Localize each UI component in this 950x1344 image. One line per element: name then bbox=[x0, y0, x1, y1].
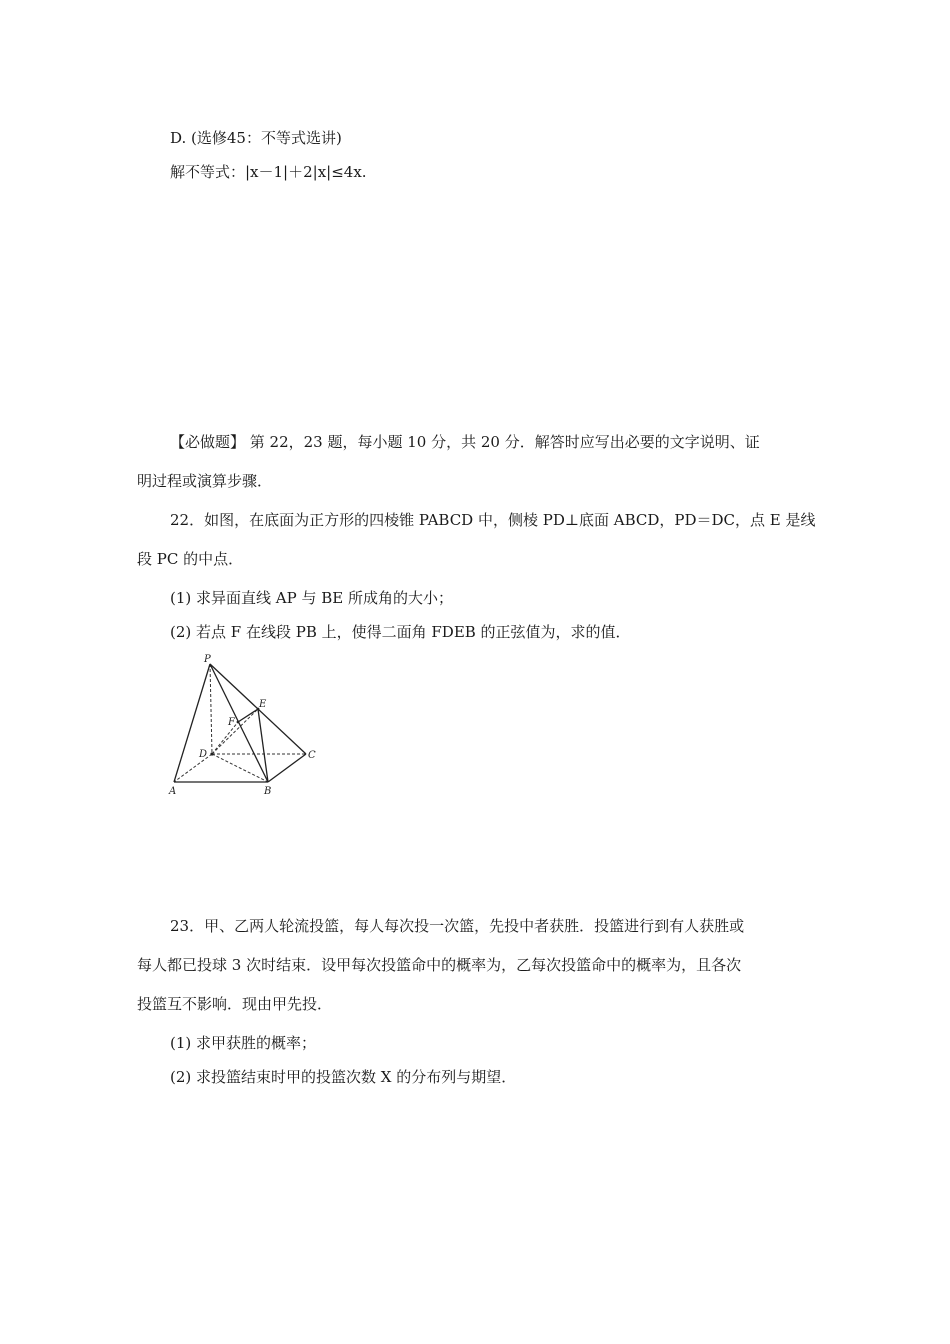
label-B: B bbox=[264, 786, 272, 797]
q23-stem-line2: 每人都已投球 3 次时结束．设甲每次投篮命中的概率为，乙每次投篮命中的概率为，且各次 bbox=[137, 956, 742, 974]
point-F bbox=[237, 721, 240, 724]
label-A: A bbox=[169, 786, 177, 797]
label-E: E bbox=[259, 699, 267, 710]
q23-part2: (2) 求投篮结束时甲的投篮次数 X 的分布列与期望． bbox=[170, 1068, 517, 1086]
point-D bbox=[210, 752, 213, 755]
q22-part2: (2) 若点 F 在线段 PB 上，使得二面角 FDEB 的正弦值为，求的值． bbox=[170, 623, 631, 641]
q22-stem-line1: 22．如图，在底面为正方形的四棱锥 PABCD 中，侧棱 PD⊥底面 ABCD，PD＝DC，点 E 是线 bbox=[170, 511, 816, 529]
q23-part1: (1) 求甲获胜的概率； bbox=[170, 1034, 317, 1052]
q23-stem-line1: 23．甲、乙两人轮流投篮，每人每次投一次篮，先投中者获胜．投篮进行到有人获胜或 bbox=[170, 917, 745, 935]
pyramid-figure bbox=[162, 652, 322, 796]
edge-DB bbox=[212, 754, 268, 782]
edge-PD bbox=[210, 664, 212, 754]
required-instructions-line1: 【必做题】 第 22，23 题，每小题 10 分，共 20 分．解答时应写出必要的文字说明、证 bbox=[170, 433, 760, 451]
required-instructions-line2: 明过程或演算步骤． bbox=[137, 472, 273, 490]
label-P: P bbox=[204, 654, 211, 665]
pyramid-diagram bbox=[162, 652, 322, 796]
edge-EF bbox=[238, 709, 258, 722]
edge-BC bbox=[268, 754, 306, 782]
q22-part1: (1) 求异面直线 AP 与 BE 所成角的大小； bbox=[170, 589, 453, 607]
label-F: F bbox=[228, 717, 235, 728]
q22-stem-line2: 段 PC 的中点． bbox=[137, 550, 244, 568]
section-d-heading: D. (选修45：不等式选讲) bbox=[170, 129, 342, 147]
edge-PA bbox=[174, 664, 210, 782]
label-C: C bbox=[308, 750, 316, 761]
section-d-problem: 解不等式：|x－1|＋2|x|≤4x. bbox=[170, 163, 367, 181]
q23-stem-line3: 投篮互不影响．现由甲先投． bbox=[137, 995, 333, 1013]
label-D: D bbox=[199, 749, 208, 760]
